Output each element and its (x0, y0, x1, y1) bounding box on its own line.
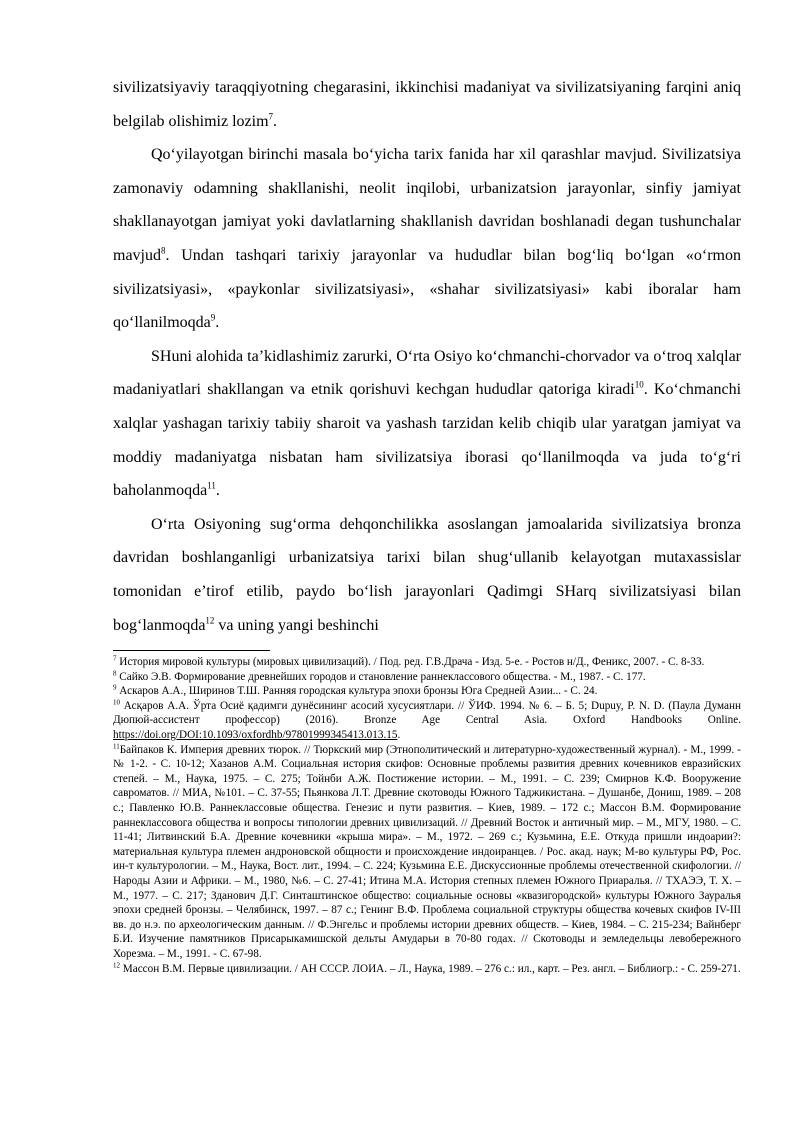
footnote-ref-7[interactable]: 7 (268, 111, 274, 122)
footnote-number: 7 (113, 654, 117, 663)
paragraph-4: O‘rta Osiyoning sug‘orma dehqonchilikka asoslangan jamoalarida sivilizatsiya bronza davridan boshlanganligi urbanizatsiya tarixi bilan shug‘ullanib kelayotgan mutaxassislar tomonidan e’tirof etilib, paydo bo‘lish jarayonlari Qadimgi SHarq sivilizatsiyasi bilan bog‘lanmoqda$^{12}$ va uning yangi beshinchi (113, 515, 741, 634)
footnotes (113, 655, 741, 976)
footnote-number: 10 (113, 698, 120, 707)
footnote-ref-9[interactable]: 9 (210, 312, 216, 323)
footnote-ref-8[interactable]: 8 (161, 245, 166, 256)
footnote-separator (113, 650, 270, 651)
footnote-number: 9 (113, 683, 117, 692)
footnote-7: $^7$ История мировой культуры (мировых цивилизаций). / Под. ред. Г.В.Драча - Изд. 5-е. - Ростов н/Д., Феникс, 2007. - С. 8-33. (113, 654, 705, 669)
footnote-12: $^{12}$ Массон В.М. Первые цивилизации. / АН СССР. ЛОИА. – Л., Наука, 1989. – 276 с.: ил., карт. – Рез. англ. – Библиогр.: - С. 259-271. (113, 960, 741, 975)
paragraph-2: Qo‘yilayotgan birinchi masala bo‘yicha tarix fanida har xil qarashlar mavjud. Sivilizatsiya zamonaviy odamning shakllanishi, neolit inqilobi, urbanizatsion jarayonlar, sinfiy jamiyat shakllanayotgan jamiyat yoki davlatlarning shakllanish davridan boshlanadi degan tushunchalar mavjud$^8$. Undan tashqari tarixiy jarayonlar va hududlar bilan bog‘liq bo‘lgan «o‘rmon sivilizatsiyasi», «paykonlar sivilizatsiyasi», «shahar sivilizatsiyasi» kabi iboralar ham qo‘llanilmoqda$^9$. (113, 146, 741, 332)
footnote-ref-12[interactable]: 12 (205, 615, 215, 626)
main-text (113, 71, 741, 642)
footnote-ref-10[interactable]: 10 (634, 380, 644, 391)
footnote-8: $^8$ Сайко Э.В. Формирование древнейших городов и становление раннеклассового общества. - М., 1987. - С. 177. (113, 668, 646, 683)
footnote-9: $^9$ Аскаров А.А., Ширинов Т.Ш. Ранняя городская культура эпохи бронзы Юга Средней Азии... - С. 24. (113, 683, 598, 698)
footnote-ref-11[interactable]: 11 (207, 480, 216, 491)
footnote-number: 11 (113, 741, 120, 750)
paragraph-3: SHuni alohida ta’kidlashimiz zarurki, O‘rta Osiyo ko‘chmanchi-chorvador va o‘troq xalqlar madaniyatlari shakllangan va etnik qorishuvi kechgan hududlar qatoriga kiradi$^{10}$. Ko‘chmanchi xalqlar yashagan tarixiy tabiiy sharoit va yashash tarzidan kelib chiqib ular yaratgan jamiyat va moddiy madaniyatga nisbatan ham sivilizatsiya iborasi qo‘llanilmoqda va juda to‘g‘ri baholanmoqda$^{11}$. (113, 347, 742, 500)
paragraph-1: sivilizatsiyaviy taraqqiyotning chegarasini, ikkinchisi madaniyat va sivilizatsiyaning farqini aniq belgilab olishimiz lozim$^7$. (113, 79, 741, 130)
doi-link[interactable]: https://doi.org/DOI:10.1093/oxfordhb/97801999345413.013.15 (113, 729, 398, 742)
footnote-number: 12 (113, 960, 120, 969)
footnote-number: 8 (113, 668, 117, 677)
document-page (113, 71, 741, 976)
footnote-11: $^{11}$Байпаков К. Империя древних тюрок. // Тюркский мир (Этнополитический и литературно-художественный журнал). - М., 1999. - № 1-2. - С. 10-12; Хазанов А.М. Социальная история скифов: Основные проблемы развития древних кочевников евразийских степей. – М., Наука, 1975. – С. 275; Тойнби А.Ж. Постижение истории. – М., 1991. – С. 239; Смирнов К.Ф. Вооружение савроматов. // МИА, №101. – С. 37-55; Пьянкова Л.Т. Древние скотоводы Южного Таджикистана. – Душанбе, Дониш, 1989. – 208 с.; Павленко Ю.В. Раннеклассовые общества. Генезис и пути развития. – Киев, 1989. – 172 с.; Массон В.М. Формирование раннеклассовога общества и вопросы типологии древних цивилизаций. // Древний Восток и античный мир. – М., МГУ, 1980. – С. 11-41; Литвинский Б.А. Древние кочевники «крыша мира». – М., 1972. – 269 с.; Кузьмина, Е.Е. Откуда пришли индоарии?: материальная культура племен андроновской общности и происхождение индоиранцев. / Рос. акад. наук; М-во культуры РФ, Рос. ин-т культурологии. – М., Наука, Вост. лит., 1994. – С. 224; Кузьмина Е.Е. Дискуссионные проблемы отечественной скифологии. // Народы Азии и Африки. – М., 1980, №6. – С. 27-41; Итина М.А. История степных племен Южного Приаралья. // ТХАЭЭ, Т. Х. – М., 1977. – С. 217; Зданович Д.Г. Синташтинское общество: социальные основы «квазигородской» культуры Южного Зауралья эпохи средней бронзы. – Челябинск, 1997. – 87 с.; Генинг В.Ф. Проблема социальной структуры общества кочевых скифов IV-III вв. до н.э. по археологическим данным. // Ф.Энгельс и проблемы истории древних обществ. – Киев, 1984. – С. 215-234; Вайнберг Б.И. Изучение памятников Присарыкамишской дельты Амударьи в 70-80 годах. // Скотоводы и земледельцы левобережного Хорезма. – М., 1991. - С. 67-98. (113, 741, 741, 960)
footnote-10: $^{10}$ Асқаров А.А. Ўрта Осиё қадимги дунёсининг асосий хусусиятлари. // ЎИФ. 1994. № 6. – Б. 5; Dupuy, P. N. D. (Паула Думанн Дюпюй-ассистент профессор) (2016). Bronze Age Central Asia. Oxford Handbooks Online. https://doi.org/DOI:10.1093/oxfordhb/97801999345413.013.15. (113, 698, 741, 742)
